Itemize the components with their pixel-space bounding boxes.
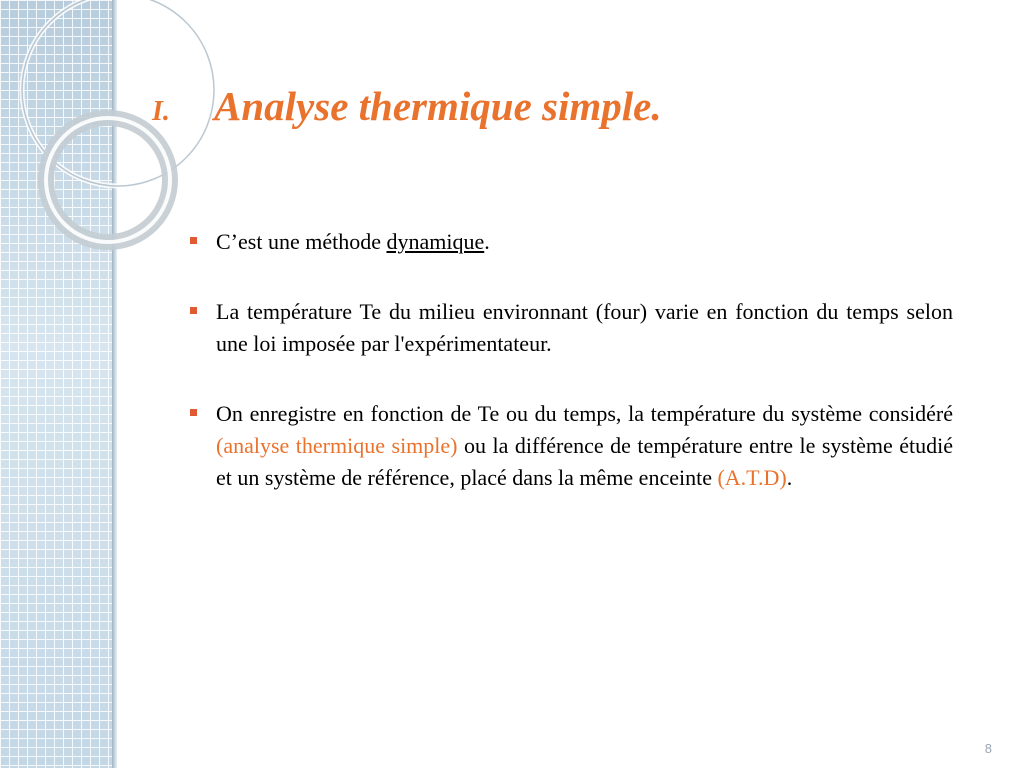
bullet-text: La température Te du milieu environnant (four) varie en fonction du temps selon une loi imposée par l'expérimentateur.	[216, 299, 953, 356]
bullet-list	[190, 226, 953, 532]
page-number: 8	[984, 741, 992, 756]
bullet-text-part: C’est une méthode	[216, 229, 387, 254]
slide-title	[152, 82, 662, 130]
bullet-item	[190, 226, 953, 258]
square-bullet-icon	[190, 237, 197, 244]
bullet-item	[190, 296, 953, 360]
bullet-text-part: .	[786, 465, 793, 490]
highlighted-term: (A.T.D)	[717, 465, 787, 490]
underlined-term: dynamique	[386, 229, 485, 254]
panel-edge	[112, 0, 117, 768]
title-text: Analyse thermique simple.	[214, 83, 662, 129]
square-bullet-icon	[190, 307, 197, 314]
square-bullet-icon	[190, 409, 197, 416]
bullet-item	[190, 398, 953, 494]
decorative-grid-panel	[0, 0, 112, 768]
highlighted-term: (analyse thermique simple)	[216, 433, 458, 458]
bullet-text	[216, 226, 953, 258]
bullet-text	[216, 398, 953, 494]
title-number: I.	[152, 96, 170, 127]
bullet-text-part: .	[484, 229, 490, 254]
bullet-text-part: ou la différence de température entre le système étudié et un système de référence, placé dans la même enceinte	[216, 433, 953, 490]
bullet-text-part: On enregistre en fonction de Te ou du temps, la température du système considéré	[216, 401, 953, 426]
